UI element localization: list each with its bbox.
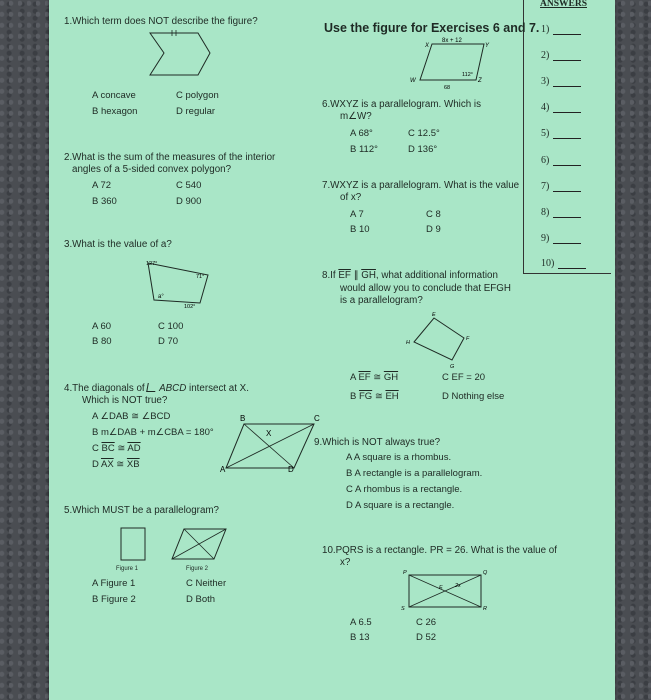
q3-choice-d[interactable]: D 70: [158, 336, 179, 347]
q3-quadrilateral-figure: [140, 255, 220, 313]
wxyz-angle-z: 112°: [462, 72, 473, 78]
q8-prompt-line2: would allow you to conclude that EFGH: [340, 283, 511, 294]
answer-row-5[interactable]: 5): [541, 128, 581, 139]
q4-prompt-line2: Which is NOT true?: [82, 395, 168, 406]
q5-fig2-caption: Figure 2: [186, 566, 209, 572]
q4-choice-a[interactable]: A ∠DAB ≅ ∠BCD: [92, 411, 171, 422]
wxyz-label-z: Z: [478, 78, 482, 84]
wxyz-label-x: X: [425, 43, 430, 49]
q7-prompt-line1: 7.WXYZ is a parallelogram. What is the value: [322, 180, 520, 191]
q10-prompt-line2: x?: [340, 557, 351, 568]
q7-choice-c[interactable]: C 8: [426, 209, 441, 220]
q3-angle-bottom: 102°: [184, 304, 196, 310]
pqrs-label-s: S: [401, 606, 405, 612]
q5-choice-a[interactable]: A Figure 1: [92, 578, 136, 589]
parallelogram-symbol-icon: [147, 383, 158, 392]
q7-choice-b[interactable]: B 10: [350, 224, 370, 235]
q3-choice-a[interactable]: A 60: [92, 321, 112, 332]
wxyz-top-label: 8x + 12: [442, 38, 462, 44]
q2-choice-d[interactable]: D 900: [176, 196, 202, 207]
q8-choice-c[interactable]: C EF = 20: [442, 372, 486, 383]
wxyz-parallelogram-figure: [400, 36, 500, 92]
q2-choice-b[interactable]: B 360: [92, 196, 117, 207]
q3-prompt: 3.What is the value of a?: [64, 239, 172, 250]
answer-row-8[interactable]: 8): [541, 207, 581, 218]
q4-label-b: B: [240, 414, 246, 423]
q1-choice-b[interactable]: B hexagon: [92, 106, 138, 117]
q4-choice-c[interactable]: C $\overline{BC}$ ≅ $\overline{AD}$: [92, 443, 141, 454]
answer-row-4[interactable]: 4): [541, 102, 581, 113]
answers-title: ANSWERS: [540, 0, 587, 9]
q1-prompt: 1.Which term does NOT describe the figure?: [64, 16, 258, 27]
q6-choice-b[interactable]: B 112°: [350, 144, 378, 155]
q5-choice-d[interactable]: D Both: [186, 594, 216, 605]
efgh-label-f: F: [466, 336, 470, 342]
q2-choice-c[interactable]: C 540: [176, 180, 202, 191]
q10-prompt-line1: 10.PQRS is a rectangle. PR = 26. What is the value of: [322, 545, 557, 556]
q5-choice-b[interactable]: B Figure 2: [92, 594, 136, 605]
answer-row-3[interactable]: 3): [541, 76, 581, 87]
q6-prompt-line2: m∠W?: [340, 111, 372, 122]
q1-choice-c[interactable]: C polygon: [176, 90, 219, 101]
wxyz-label-w: W: [410, 78, 416, 84]
pqrs-segment-label: 2x: [455, 583, 461, 589]
q4-choice-d[interactable]: D $\overline{AX}$ ≅ $\overline{XB}$: [92, 459, 140, 470]
q3-var-a: a°: [158, 294, 164, 300]
q1-hexagon-figure: [140, 30, 212, 80]
q3-angle-top: 127°: [146, 261, 158, 267]
q4-prompt-line1: 4.The diagonals of ABCD intersect at X.: [64, 383, 249, 394]
q5-prompt: 5.Which MUST be a parallelogram?: [64, 505, 220, 516]
efgh-label-e: E: [432, 312, 436, 318]
q9-choice-c[interactable]: C A rhombus is a rectangle.: [346, 484, 463, 495]
answer-row-1[interactable]: 1): [541, 24, 581, 35]
q4-parallelogram-figure: [222, 412, 322, 474]
q9-choice-b[interactable]: B A rectangle is a parallelogram.: [346, 468, 483, 479]
efgh-label-h: H: [406, 340, 410, 346]
q6-prompt-line1: 6.WXYZ is a parallelogram. Which is: [322, 99, 481, 110]
q5-choice-c[interactable]: C Neither: [186, 578, 227, 589]
pqrs-label-e: E: [439, 585, 443, 591]
q9-choice-a[interactable]: A A square is a rhombus.: [346, 452, 452, 463]
q5-fig1-caption: Figure 1: [116, 566, 139, 572]
q6-choice-c[interactable]: C 12.5°: [408, 128, 440, 139]
efgh-figure: [400, 310, 480, 368]
q8-choice-b[interactable]: B $\overline{FG}$ ≅ $\overline{EH}$: [350, 391, 399, 402]
q1-choice-a[interactable]: A concave: [92, 90, 136, 101]
q4-label-d: D: [288, 465, 294, 474]
q4-label-c: C: [314, 414, 320, 423]
q10-choice-c[interactable]: C 26: [416, 617, 437, 628]
wxyz-bottom-label: 68: [444, 85, 451, 91]
q2-prompt-line1: 2.What is the sum of the measures of the interior: [64, 152, 276, 163]
q1-choice-d[interactable]: D regular: [176, 106, 216, 117]
q8-prompt-line1: 8.If $\overline{EF}$ ∥ $\overline{GH}$, what additional information: [322, 270, 498, 281]
q3-angle-right: 71°: [196, 274, 205, 280]
exercises-6-7-header: Use the figure for Exercises 6 and 7.: [324, 21, 540, 35]
pqrs-label-q: Q: [483, 570, 488, 576]
pqrs-label-r: R: [483, 606, 487, 612]
q8-choice-a[interactable]: A $\overline{EF}$ ≅ $\overline{GH}$: [350, 372, 399, 383]
q8-choice-d[interactable]: D Nothing else: [442, 391, 505, 402]
answer-row-7[interactable]: 7): [541, 181, 581, 192]
q10-choice-d[interactable]: D 52: [416, 632, 437, 643]
q7-prompt-line2: of x?: [340, 192, 362, 203]
pqrs-rectangle-figure: [395, 565, 495, 617]
q8-prompt-line3: is a parallelogram?: [340, 295, 423, 306]
q6-choice-a[interactable]: A 68°: [350, 128, 373, 139]
q9-choice-d[interactable]: D A square is a rectangle.: [346, 500, 455, 511]
answer-row-6[interactable]: 6): [541, 155, 581, 166]
q2-prompt-line2: angles of a 5-sided convex polygon?: [72, 164, 232, 175]
answer-row-10[interactable]: 10): [541, 258, 586, 269]
q9-prompt: 9.Which is NOT always true?: [314, 437, 441, 448]
answer-row-9[interactable]: 9): [541, 233, 581, 244]
q4-label-a: A: [220, 465, 226, 474]
q3-choice-b[interactable]: B 80: [92, 336, 112, 347]
q7-choice-a[interactable]: A 7: [350, 209, 364, 220]
answer-row-2[interactable]: 2): [541, 50, 581, 61]
pqrs-label-p: P: [403, 570, 407, 576]
q10-choice-b[interactable]: B 13: [350, 632, 370, 643]
efgh-label-g: G: [450, 364, 455, 370]
q5-figure-1: [115, 525, 155, 565]
wxyz-label-y: Y: [485, 43, 490, 49]
q2-choice-a[interactable]: A 72: [92, 180, 112, 191]
q5-figure-2: [170, 525, 230, 565]
q7-choice-d[interactable]: D 9: [426, 224, 441, 235]
q4-label-x: X: [266, 429, 272, 438]
q10-choice-a[interactable]: A 6.5: [350, 617, 372, 628]
q3-choice-c[interactable]: C 100: [158, 321, 184, 332]
q4-choice-b[interactable]: B m∠DAB + m∠CBA = 180°: [92, 427, 214, 438]
q6-choice-d[interactable]: D 136°: [408, 144, 438, 155]
